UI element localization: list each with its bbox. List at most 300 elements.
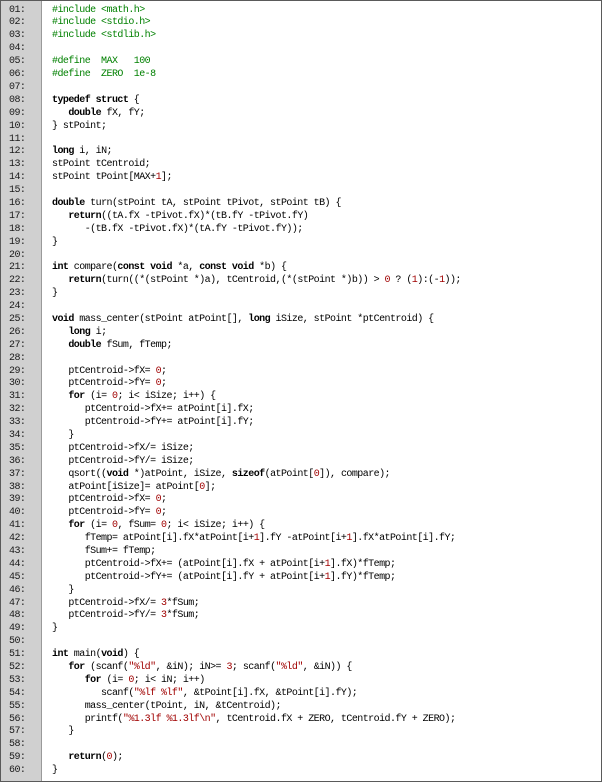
keyword-token: double bbox=[68, 107, 102, 119]
preprocessor-token: #define ZERO 1e-8 bbox=[52, 69, 156, 81]
code-content bbox=[52, 533, 455, 546]
code-line bbox=[1, 417, 601, 430]
keyword-token: void bbox=[106, 468, 129, 480]
code-content bbox=[52, 5, 145, 18]
keyword-token: const void bbox=[117, 262, 172, 274]
code-text: fTemp= atPoint[i].fX*atPoint[i+ bbox=[52, 533, 254, 545]
number-literal: 0 bbox=[128, 674, 134, 686]
code-content bbox=[52, 456, 194, 469]
code-text: iSize, stPoint *ptCentroid) { bbox=[270, 313, 434, 325]
code-content bbox=[52, 159, 150, 172]
code-content bbox=[52, 701, 281, 714]
line-number: 53: bbox=[9, 674, 26, 686]
line-number: 13: bbox=[9, 159, 26, 171]
code-text: ]), compare); bbox=[319, 468, 391, 480]
line-number: 46: bbox=[9, 584, 26, 596]
code-content bbox=[52, 649, 139, 662]
keyword-token: int bbox=[52, 262, 69, 274]
code-content bbox=[52, 211, 308, 224]
code-text: ].fY)*fTemp; bbox=[330, 571, 396, 583]
code-text: ptCentroid->fY/= iSize; bbox=[52, 455, 194, 467]
code-content bbox=[52, 237, 57, 250]
code-line bbox=[1, 30, 601, 43]
string-literal: "%ld" bbox=[275, 662, 303, 674]
code-line bbox=[1, 636, 601, 649]
number-literal: 1 bbox=[439, 275, 445, 287]
code-text: stPoint tPoint[MAX+ bbox=[52, 172, 156, 184]
string-literal: "%ld" bbox=[128, 662, 156, 674]
code-content bbox=[52, 752, 123, 765]
line-number: 03: bbox=[9, 30, 26, 42]
keyword-token: long bbox=[52, 146, 74, 158]
code-line bbox=[1, 469, 601, 482]
number-literal: 0 bbox=[199, 481, 205, 493]
number-literal: 3 bbox=[161, 610, 167, 622]
line-number: 02: bbox=[9, 17, 26, 29]
code-line bbox=[1, 340, 601, 353]
code-content bbox=[52, 688, 357, 701]
code-line bbox=[1, 507, 601, 520]
keyword-token: int bbox=[52, 649, 69, 661]
number-literal: 0 bbox=[384, 275, 390, 287]
code-text: *)atPoint, iSize, bbox=[128, 468, 232, 480]
code-text: , &iN); iN>= bbox=[155, 662, 227, 674]
line-number: 27: bbox=[9, 339, 26, 351]
line-number: 51: bbox=[9, 649, 26, 661]
number-literal: 0 bbox=[111, 391, 118, 403]
code-line bbox=[1, 185, 601, 198]
code-text: (atPoint[ bbox=[264, 468, 314, 480]
code-text: } bbox=[52, 429, 74, 441]
line-number: 16: bbox=[9, 197, 26, 209]
code-text: , fSum= bbox=[117, 520, 162, 532]
code-line bbox=[1, 494, 601, 507]
code-content bbox=[52, 559, 395, 572]
code-text: mass_center(stPoint atPoint[], bbox=[73, 313, 249, 325]
code-text: ptCentroid->fX+= (atPoint[i].fX + atPoint[i+ bbox=[52, 558, 325, 570]
code-content bbox=[52, 30, 156, 43]
code-line bbox=[1, 134, 601, 147]
code-text: ].fY -atPoint[i+ bbox=[259, 533, 347, 545]
code-text: } bbox=[52, 623, 58, 635]
code-text: fX, fY; bbox=[101, 107, 145, 119]
code-text: fSum, fTemp; bbox=[101, 339, 172, 351]
code-text: (i= bbox=[84, 520, 112, 532]
code-line bbox=[1, 688, 601, 701]
code-line bbox=[1, 701, 601, 714]
code-line bbox=[1, 56, 601, 69]
code-text: } stPoint; bbox=[52, 120, 107, 132]
code-line bbox=[1, 95, 601, 108]
code-content bbox=[52, 482, 216, 495]
code-text: { bbox=[128, 94, 140, 106]
code-text bbox=[52, 752, 68, 763]
code-text bbox=[52, 275, 68, 286]
code-line bbox=[1, 146, 601, 159]
code-line bbox=[1, 353, 601, 366]
line-number: 41: bbox=[9, 520, 26, 532]
code-content bbox=[52, 714, 455, 727]
code-text: ptCentroid->fY= bbox=[52, 507, 156, 519]
code-text: compare( bbox=[68, 262, 118, 274]
line-number: 34: bbox=[9, 429, 26, 441]
line-number: 19: bbox=[9, 236, 26, 248]
code-content bbox=[52, 598, 199, 611]
code-line bbox=[1, 366, 601, 379]
code-content bbox=[52, 224, 303, 237]
code-text bbox=[52, 675, 85, 686]
code-line bbox=[1, 43, 601, 56]
line-number: 48: bbox=[9, 610, 26, 622]
line-number: 45: bbox=[9, 571, 26, 583]
number-literal: 0 bbox=[111, 520, 118, 532]
keyword-token: void bbox=[52, 313, 74, 325]
line-number: 22: bbox=[9, 275, 26, 287]
code-text: ); bbox=[111, 752, 123, 764]
code-text: qsort(( bbox=[52, 468, 107, 480]
code-line bbox=[1, 288, 601, 301]
line-number: 29: bbox=[9, 365, 26, 377]
code-text: turn(stPoint tA, stPoint tPivot, stPoint tB) { bbox=[84, 197, 341, 209]
code-text: ptCentroid->fY= bbox=[52, 378, 156, 390]
number-literal: 1 bbox=[411, 275, 418, 287]
line-number: 39: bbox=[9, 494, 26, 506]
code-text: (i= bbox=[84, 391, 112, 403]
code-text bbox=[52, 391, 68, 402]
line-number: 37: bbox=[9, 468, 26, 480]
code-text: *fSum; bbox=[166, 597, 200, 609]
code-line bbox=[1, 585, 601, 598]
number-literal: 1 bbox=[324, 558, 331, 570]
keyword-token: return bbox=[68, 210, 102, 222]
code-text: atPoint[iSize]= atPoint[ bbox=[52, 481, 200, 493]
code-content bbox=[52, 520, 265, 533]
line-number: 36: bbox=[9, 455, 26, 467]
code-line bbox=[1, 327, 601, 340]
code-content bbox=[52, 366, 166, 379]
code-text: fSum+= fTemp; bbox=[52, 546, 156, 557]
code-text: ptCentroid->fY+= atPoint[i].fY; bbox=[52, 417, 254, 429]
code-text: , &tPoint[i].fX, &tPoint[i].fY); bbox=[182, 687, 358, 699]
number-literal: 3 bbox=[226, 662, 232, 674]
code-text: ) { bbox=[122, 649, 140, 661]
code-text: , &iN)) { bbox=[302, 662, 352, 674]
line-number: 54: bbox=[9, 687, 26, 699]
code-line bbox=[1, 404, 601, 417]
code-text: main( bbox=[68, 649, 102, 661]
number-literal: 1 bbox=[253, 533, 260, 545]
code-content bbox=[52, 662, 352, 675]
code-text: ptCentroid->fX+= atPoint[i].fX; bbox=[52, 404, 254, 416]
code-line bbox=[1, 430, 601, 443]
code-text: i; bbox=[90, 326, 107, 338]
code-content bbox=[52, 198, 341, 211]
number-literal: 0 bbox=[155, 494, 162, 506]
code-text bbox=[52, 340, 68, 351]
code-text: ].fX*atPoint[i].fY; bbox=[351, 533, 456, 545]
code-content bbox=[52, 585, 74, 598]
code-text: ; bbox=[161, 494, 167, 506]
code-line bbox=[1, 572, 601, 585]
line-number: 33: bbox=[9, 417, 26, 429]
code-text: (i= bbox=[101, 674, 129, 686]
line-number: 01: bbox=[9, 4, 26, 16]
code-content bbox=[52, 340, 172, 353]
line-number: 55: bbox=[9, 700, 26, 712]
line-number: 31: bbox=[9, 391, 26, 403]
code-content bbox=[52, 275, 461, 288]
keyword-token: for bbox=[84, 674, 102, 686]
code-text: , tCentroid.fX + ZERO, tCentroid.fY + ZERO); bbox=[215, 713, 456, 725]
keyword-token: for bbox=[68, 520, 85, 532]
code-line bbox=[1, 108, 601, 121]
code-text: } bbox=[52, 765, 58, 777]
line-number: 24: bbox=[9, 301, 26, 313]
code-content bbox=[52, 17, 150, 30]
line-number: 47: bbox=[9, 597, 26, 609]
code-text: } bbox=[52, 236, 58, 248]
code-text: -(tB.fX -tPivot.fX)*(tA.fY -tPivot.fY)); bbox=[52, 223, 303, 235]
code-content bbox=[52, 430, 74, 443]
keyword-token: double bbox=[52, 197, 85, 209]
code-line bbox=[1, 237, 601, 250]
code-text: } bbox=[52, 726, 74, 738]
code-text: } bbox=[52, 584, 74, 596]
code-text bbox=[52, 520, 68, 531]
code-text: ; i< iSize; i++) { bbox=[166, 520, 265, 532]
string-literal: "%lf %lf" bbox=[133, 687, 183, 699]
code-text: ((tA.fX -tPivot.fX)*(tB.fY -tPivot.fY) bbox=[101, 210, 309, 222]
code-lines bbox=[1, 5, 601, 778]
number-literal: 0 bbox=[313, 468, 320, 480]
line-number: 11: bbox=[9, 133, 26, 145]
code-content bbox=[52, 378, 166, 391]
line-number: 10: bbox=[9, 120, 26, 132]
code-content bbox=[52, 314, 434, 327]
code-line bbox=[1, 546, 601, 559]
line-number: 17: bbox=[9, 210, 26, 222]
keyword-token: sizeof bbox=[231, 468, 265, 480]
code-text bbox=[52, 108, 68, 119]
code-text: i, iN; bbox=[73, 146, 112, 158]
line-number: 08: bbox=[9, 94, 26, 106]
code-line bbox=[1, 391, 601, 404]
keyword-token: return bbox=[68, 752, 102, 764]
line-number: 42: bbox=[9, 533, 26, 545]
number-literal: 1 bbox=[324, 571, 331, 583]
code-line bbox=[1, 649, 601, 662]
code-text: ptCentroid->fX= bbox=[52, 365, 156, 377]
code-line bbox=[1, 623, 601, 636]
code-content bbox=[52, 675, 205, 688]
keyword-token: typedef struct bbox=[52, 94, 129, 106]
line-number: 30: bbox=[9, 378, 26, 390]
code-text: ; scanf( bbox=[231, 662, 276, 674]
code-content bbox=[52, 610, 199, 623]
code-line bbox=[1, 17, 601, 30]
code-line bbox=[1, 224, 601, 237]
code-content bbox=[52, 469, 390, 482]
code-text: ( bbox=[101, 752, 107, 764]
number-literal: 3 bbox=[161, 597, 167, 609]
code-line bbox=[1, 533, 601, 546]
code-line bbox=[1, 765, 601, 778]
code-line bbox=[1, 172, 601, 185]
code-text: stPoint tCentroid; bbox=[52, 159, 151, 171]
code-text: printf( bbox=[52, 713, 123, 725]
line-number: 06: bbox=[9, 69, 26, 81]
code-line bbox=[1, 726, 601, 739]
line-number: 15: bbox=[9, 185, 26, 197]
line-number: 26: bbox=[9, 326, 26, 338]
code-line bbox=[1, 559, 601, 572]
code-line bbox=[1, 662, 601, 675]
code-text: ; bbox=[161, 507, 167, 519]
code-line bbox=[1, 482, 601, 495]
keyword-token: long bbox=[248, 313, 271, 325]
line-number: 07: bbox=[9, 81, 26, 93]
code-text: ptCentroid->fX/= bbox=[52, 597, 162, 609]
line-number: 60: bbox=[9, 765, 26, 777]
line-number: 18: bbox=[9, 223, 26, 235]
line-number: 58: bbox=[9, 739, 26, 751]
code-text: scanf( bbox=[52, 687, 134, 699]
code-text: } bbox=[52, 288, 58, 300]
code-line bbox=[1, 714, 601, 727]
line-number: 38: bbox=[9, 481, 26, 493]
line-number: 52: bbox=[9, 662, 26, 674]
code-text: *fSum; bbox=[166, 610, 200, 622]
preprocessor-token: #include <stdlib.h> bbox=[52, 30, 156, 42]
code-text: ].fX)*fTemp; bbox=[330, 558, 396, 570]
code-content bbox=[52, 546, 156, 559]
number-literal: 0 bbox=[155, 378, 162, 390]
code-content bbox=[52, 572, 395, 585]
code-content bbox=[52, 765, 57, 778]
keyword-token: long bbox=[68, 326, 91, 338]
line-number: 14: bbox=[9, 172, 26, 184]
line-number: 49: bbox=[9, 623, 26, 635]
code-text: ptCentroid->fY/= bbox=[52, 610, 162, 622]
code-content bbox=[52, 494, 166, 507]
number-literal: 0 bbox=[106, 752, 112, 764]
code-line bbox=[1, 456, 601, 469]
code-text: *a, bbox=[171, 262, 200, 274]
code-content bbox=[52, 391, 216, 404]
code-content bbox=[52, 95, 139, 108]
code-content bbox=[52, 507, 166, 520]
number-literal: 1 bbox=[346, 533, 352, 545]
code-line bbox=[1, 121, 601, 134]
code-text: ; bbox=[161, 365, 167, 377]
code-content bbox=[52, 69, 156, 82]
code-line bbox=[1, 443, 601, 456]
code-content bbox=[52, 121, 107, 134]
code-content bbox=[52, 56, 150, 69]
code-content bbox=[52, 404, 254, 417]
code-line bbox=[1, 752, 601, 765]
code-line bbox=[1, 211, 601, 224]
keyword-token: void bbox=[101, 649, 123, 661]
line-number: 59: bbox=[9, 752, 26, 764]
code-content bbox=[52, 146, 112, 159]
code-text: (scanf( bbox=[84, 662, 129, 674]
code-text: ptCentroid->fX/= iSize; bbox=[52, 442, 194, 454]
code-text: ; bbox=[161, 378, 167, 390]
code-text: ? ( bbox=[389, 275, 412, 287]
line-number: 12: bbox=[9, 146, 26, 158]
code-line bbox=[1, 82, 601, 95]
number-literal: 0 bbox=[155, 365, 162, 377]
code-line bbox=[1, 159, 601, 172]
code-line bbox=[1, 610, 601, 623]
code-text: ):(- bbox=[417, 275, 440, 287]
code-line bbox=[1, 69, 601, 82]
number-literal: 1 bbox=[155, 172, 162, 184]
code-text bbox=[52, 662, 68, 673]
keyword-token: double bbox=[68, 339, 102, 351]
line-number: 28: bbox=[9, 352, 26, 364]
code-line bbox=[1, 378, 601, 391]
code-line bbox=[1, 520, 601, 533]
code-line bbox=[1, 301, 601, 314]
code-text bbox=[52, 211, 68, 222]
number-literal: 0 bbox=[161, 520, 167, 532]
code-line bbox=[1, 250, 601, 263]
preprocessor-token: #include <math.h> bbox=[52, 4, 145, 16]
keyword-token: for bbox=[68, 391, 85, 403]
line-number: 35: bbox=[9, 442, 26, 454]
line-number: 21: bbox=[9, 262, 26, 274]
code-text: *b) { bbox=[253, 262, 287, 274]
code-text bbox=[52, 327, 68, 338]
code-line bbox=[1, 275, 601, 288]
line-number: 57: bbox=[9, 726, 26, 738]
code-text: )); bbox=[444, 275, 461, 287]
line-number: 32: bbox=[9, 404, 26, 416]
keyword-token: return bbox=[68, 275, 102, 287]
line-number: 04: bbox=[9, 43, 26, 55]
code-line bbox=[1, 675, 601, 688]
line-number: 43: bbox=[9, 546, 26, 557]
code-line bbox=[1, 314, 601, 327]
code-content bbox=[52, 172, 172, 185]
code-content bbox=[52, 327, 107, 340]
line-number: 05: bbox=[9, 56, 26, 68]
number-literal: 0 bbox=[155, 507, 162, 519]
line-number: 20: bbox=[9, 249, 26, 261]
line-number: 25: bbox=[9, 313, 26, 325]
preprocessor-token: #define MAX 100 bbox=[52, 56, 151, 68]
string-literal: "%1.3lf %1.3lf\n" bbox=[122, 713, 216, 725]
code-text: ptCentroid->fX= bbox=[52, 494, 156, 506]
line-number: 50: bbox=[9, 636, 26, 648]
code-text: ; i< iN; i++) bbox=[133, 674, 205, 686]
code-line bbox=[1, 598, 601, 611]
code-line bbox=[1, 262, 601, 275]
code-content bbox=[52, 262, 286, 275]
code-text: ]; bbox=[204, 481, 216, 493]
code-text: mass_center(tPoint, iN, &tCentroid); bbox=[52, 700, 281, 712]
code-content bbox=[52, 443, 194, 456]
line-number: 56: bbox=[9, 713, 26, 725]
keyword-token: for bbox=[68, 662, 85, 674]
line-number: 44: bbox=[9, 558, 26, 570]
line-number: 09: bbox=[9, 107, 26, 119]
code-content bbox=[52, 623, 57, 636]
code-content bbox=[52, 108, 145, 121]
code-content bbox=[52, 726, 74, 739]
